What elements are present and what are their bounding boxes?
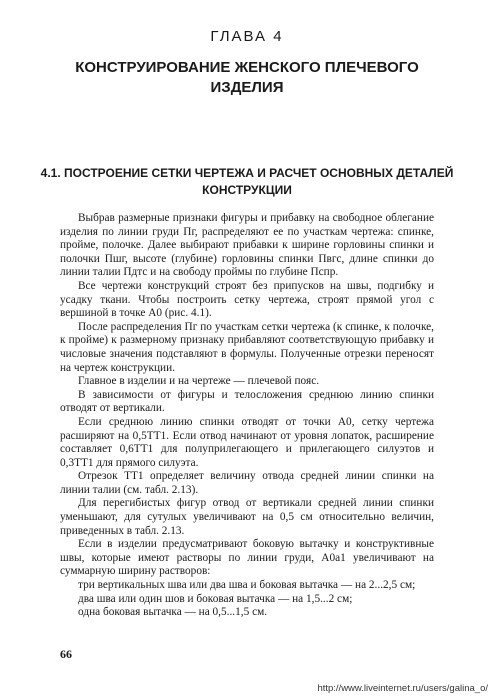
paragraph: Выбрав размерные признаки фигуры и прибавку на свободное облегание изделия по линии груди Пг, распределяют ее по участкам чертежа: спинке, пройме, полочке. Далее выбирают прибавки к ширине горловины спинки и полочки Пшг, высоте (глубине) горловины спинки Пвгс, длине спинки до линии талии Пдтс и на свободу проймы по глубине Пспр.	[60, 212, 434, 279]
paragraph: Если среднюю линию спинки отводят от точки А0, сетку чертежа расширяют на 0,5ТТ1. Если отвод начинают от уровня лопаток, расширение составляет 0,6ТТ1 для полуприлегающего и прилегающего силуэтов и 0,3ТТ1 для прямого силуэта.	[60, 415, 434, 469]
list-item: одна боковая вытачка — на 0,5...1,5 см.	[78, 606, 268, 619]
list-item: три вертикальных шва или два шва и боковая вытачка — на 2...2,5 см;	[78, 579, 416, 592]
page-number: 66	[60, 647, 72, 661]
chapter-title: КОНСТРУИРОВАНИЕ ЖЕНСКОГО ПЛЕЧЕВОГО ИЗДЕЛИЯ	[75, 59, 419, 96]
body-text	[60, 212, 434, 620]
paragraph: Если в изделии предусматривают боковую вытачку и конструктивные швы, которые имеют растворы по линии груди, А0а1 увеличивают на суммарную ширину растворов:	[60, 538, 434, 578]
paragraph: После распределения Пг по участкам сетки чертежа (к спинке, к полочке, к пройме) к размерному признаку прибавляют соответствующую прибавку и числовые значения подставляют в формулы. Полученные отрезки переносят на чертеж конструкции.	[60, 320, 434, 374]
paragraph: Главное в изделии и на чертеже — плечевой пояс.	[78, 375, 320, 388]
watermark-url: http://www.liveinternet.ru/users/galina_o/	[317, 683, 488, 694]
paragraph: В зависимости от фигуры и телосложения среднюю линию спинки отводят от вертикали.	[60, 388, 434, 415]
paragraph: Отрезок ТТ1 определяет величину отвода средней линии спинки на линии талии (см. табл. 2.13).	[60, 470, 434, 496]
section-title: 4.1. ПОСТРОЕНИЕ СЕТКИ ЧЕРТЕЖА И РАСЧЕТ ОСНОВНЫХ ДЕТАЛЕЙ КОНСТРУКЦИИ	[40, 166, 454, 197]
list-item: два шва или один шов и боковая вытачка — на 1,5...2 см;	[78, 592, 353, 605]
chapter-label: ГЛАВА 4	[210, 28, 284, 45]
paragraph: Для перегибистых фигур отвод от вертикали средней линии спинки уменьшают, для сутулых увеличивают на 0,5 см относительно величин, приведенных в табл. 2.13.	[60, 497, 434, 537]
paragraph: Все чертежи конструкций строят без припусков на швы, подгибку и усадку ткани. Чтобы построить сетку чертежа, строят прямой угол с вершиной в точке А0 (рис. 4.1).	[60, 279, 434, 320]
